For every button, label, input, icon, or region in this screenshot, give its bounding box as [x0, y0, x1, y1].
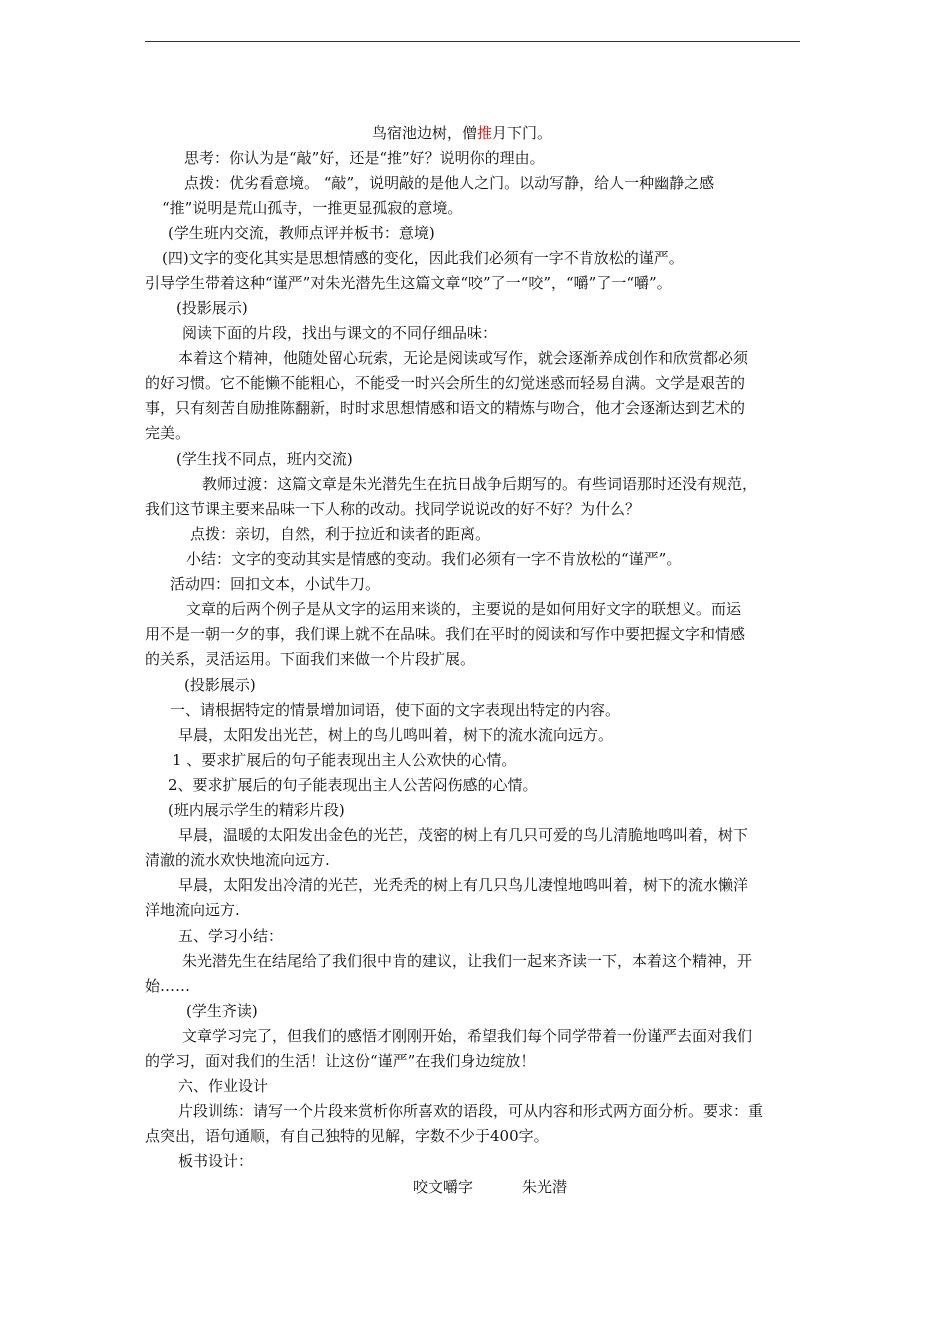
- text-line: 早晨，温暖的太阳发出金色的光芒，茂密的树上有几只可爱的鸟儿清脆地鸣叫着，树下: [178, 826, 749, 844]
- text-line: 思考：你认为是“敲”好，还是“推”好？说明你的理由。: [184, 149, 545, 167]
- text-line: 小结：文字的变动其实是情感的变动。我们必须有一字不肯放松的“谨严”。: [186, 550, 682, 568]
- text-line: 始……: [145, 977, 191, 995]
- text-line: 一、请根据特定的情景增加词语，使下面的文字表现出特定的内容。: [170, 701, 621, 719]
- text-line: (学生齐读): [186, 1002, 258, 1020]
- text-line: 点拨：亲切，自然，利于拉近和读者的距离。: [190, 525, 491, 543]
- text-line: 1 、要求扩展后的句子能表现出主人公欢快的心情。: [172, 751, 517, 769]
- text-line: 板书设计：: [178, 1152, 254, 1170]
- poem-after: 月下门。: [492, 124, 553, 142]
- text-line: (四)文字的变化其实是思想情感的变化，因此我们必须有一字不肯放松的谨严。: [162, 249, 684, 267]
- text-line: (投影展示): [184, 676, 256, 694]
- text-line: 完美。: [145, 424, 191, 442]
- text-line: 点拨：优劣看意境。 “敲”，说明敲的是他人之门。以动写静，给人一种幽静之感: [184, 174, 715, 192]
- text-line: 早晨，太阳发出光芒，树上的鸟儿鸣叫着，树下的流水流向远方。: [178, 726, 614, 744]
- text-line: 片段训练：请写一个片段来赏析你所喜欢的语段，可从内容和形式两方面分析。要求：重: [178, 1102, 764, 1120]
- poem-highlight: 推: [477, 124, 493, 142]
- text-line: 早晨，太阳发出冷清的光芒，光秃秃的树上有几只鸟儿凄惶地鸣叫着，树下的流水懒洋: [178, 876, 749, 894]
- text-line: 阅读下面的片段，找出与课文的不同仔细品味：: [182, 324, 498, 342]
- text-line: 教师过渡：这篇文章是朱光潜先生在抗日战争后期写的。有些词语那时还没有规范，: [202, 475, 758, 493]
- text-line: (学生找不同点，班内交流): [176, 450, 353, 468]
- text-line: 洋地流向远方.: [145, 901, 240, 919]
- text-line: (班内展示学生的精彩片段): [168, 801, 345, 819]
- text-line: (投影展示): [176, 299, 248, 317]
- text-line: 朱光潜先生在结尾给了我们很中肯的建议，让我们一起来齐读一下，本着这个精神，开: [182, 952, 753, 970]
- text-line: 的好习惯。它不能懒不能粗心，不能受一时兴会所生的幻觉迷惑而轻易自满。文学是艰苦的: [145, 374, 746, 392]
- text-line: 引导学生带着这种“谨严”对朱光潜先生这篇文章“咬”了一“咬”，“嚼”了一“嚼”。: [145, 274, 672, 292]
- poem-line: [372, 123, 552, 143]
- poem-before: 鸟宿池边树，僧: [372, 124, 478, 142]
- text-line: 五、学习小结：: [178, 927, 284, 945]
- text-line: 2、要求扩展后的句子能表现出主人公苦闷伤感的心情。: [168, 776, 538, 794]
- text-line: 事，只有刻苦自励推陈翻新，时时求思想情感和语文的精炼与吻合，他才会逐渐达到艺术的: [145, 399, 746, 417]
- board-title: 咬文嚼字: [413, 1178, 474, 1196]
- text-line: “推”说明是荒山孤寺，一推更显孤寂的意境。: [162, 199, 463, 217]
- text-line: 的学习，面对我们的生活！让这份“谨严”在我们身边绽放！: [145, 1052, 536, 1070]
- text-line: 点突出，语句通顺，有自己独特的见解，字数不少于400字。: [145, 1127, 549, 1145]
- text-line: 用不是一朝一夕的事，我们课上就不在品味。我们在平时的阅读和写作中要把握文字和情感: [145, 625, 746, 643]
- text-line: 文章的后两个例子是从文字的运用来谈的，主要说的是如何用好文字的联想义。而运: [186, 600, 742, 618]
- text-line: 六、作业设计: [178, 1077, 269, 1095]
- text-line: 文章学习完了，但我们的感悟才刚刚开始，希望我们每个同学带着一份谨严去面对我们: [182, 1027, 753, 1045]
- board-author: 朱光潜: [522, 1178, 568, 1196]
- text-line: 本着这个精神，他随处留心玩索，无论是阅读或写作，就会逐渐养成创作和欣赏都必须: [178, 349, 749, 367]
- text-line: 清澈的流水欢快地流向远方.: [145, 851, 330, 869]
- text-line: (学生班内交流，教师点评并板书：意境): [168, 224, 435, 242]
- text-line: 活动四：回扣文本，小试牛刀。: [170, 575, 381, 593]
- text-line: 我们这节课主要来品味一下人称的改动。找同学说说改的好不好？为什么？: [145, 500, 641, 518]
- header-rule: [145, 41, 800, 42]
- text-line: 的关系，灵活运用。下面我们来做一个片段扩展。: [145, 650, 476, 668]
